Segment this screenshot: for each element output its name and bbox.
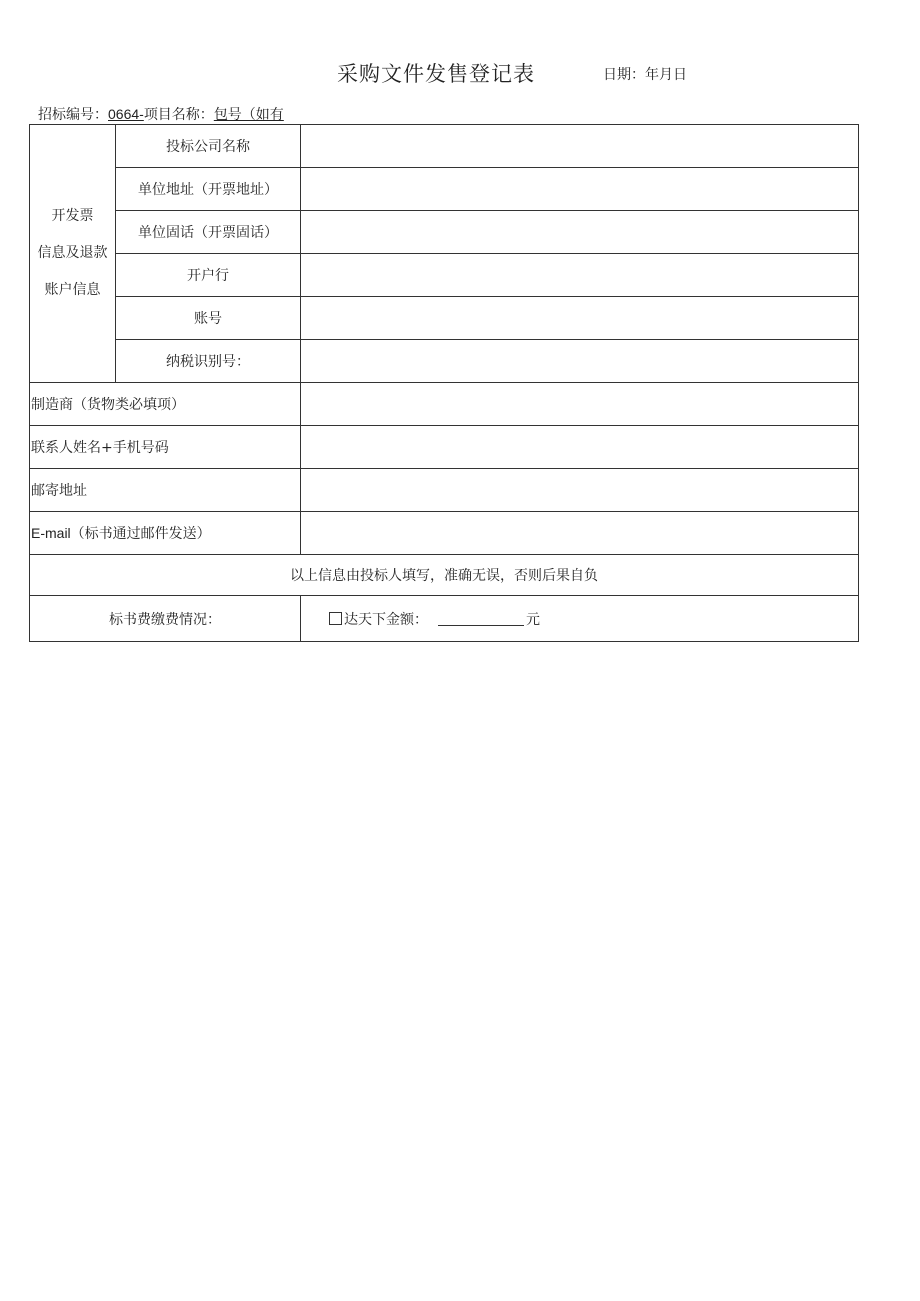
email-label: [30, 512, 301, 555]
unit-phone-field[interactable]: [301, 211, 859, 254]
bid-number-label: 招标编号：: [38, 107, 108, 123]
date-label: 日期：年月日: [603, 67, 687, 83]
unit-address-field[interactable]: [301, 168, 859, 211]
table-row: [30, 426, 859, 469]
table-row: [30, 297, 859, 340]
project-name-label: 项目名称：: [143, 107, 214, 123]
contact-field[interactable]: [301, 426, 859, 469]
unit-phone-label: 单位固话（开票固话）: [116, 211, 301, 254]
manufacturer-field[interactable]: [301, 383, 859, 426]
fee-option-label: 达天下金额：: [344, 611, 428, 628]
table-row: [30, 340, 859, 383]
table-row: [30, 254, 859, 297]
registration-table: [29, 124, 859, 642]
bank-label: 开户行: [116, 254, 301, 297]
mailing-address-field[interactable]: [301, 469, 859, 512]
account-number-field[interactable]: [301, 297, 859, 340]
fee-status-label: 标书费缴费情况：: [30, 596, 301, 642]
table-row: [30, 596, 859, 642]
mailing-address-label: 邮寄地址: [30, 469, 301, 512]
table-row: [30, 469, 859, 512]
invoice-refund-group-label: [30, 125, 116, 383]
fee-payment-cell: [301, 596, 859, 642]
contact-label: 联系人姓名+手机号码: [30, 426, 301, 469]
manufacturer-label: 制造商（货物类必填项）: [30, 383, 301, 426]
checkbox-icon[interactable]: [329, 612, 342, 625]
bid-meta-line: [38, 104, 284, 124]
company-name-label: 投标公司名称: [116, 125, 301, 168]
notice-text: 以上信息由投标人填写，准确无误，否则后果自负: [30, 555, 859, 596]
table-row: [30, 168, 859, 211]
table-row: [30, 125, 859, 168]
company-name-field[interactable]: [301, 125, 859, 168]
email-label-note: （标书通过邮件发送）: [70, 526, 211, 542]
email-label-latin: E-mail: [31, 525, 71, 541]
group-label-line: 开发票: [51, 208, 94, 224]
email-field[interactable]: [301, 512, 859, 555]
bid-number-value[interactable]: 0664-: [108, 106, 144, 122]
account-number-label: 账号: [116, 297, 301, 340]
amount-blank-field[interactable]: [438, 613, 524, 626]
unit-address-label: 单位地址（开票地址）: [116, 168, 301, 211]
tax-id-label: 纳税识别号：: [116, 340, 301, 383]
table-row: [30, 211, 859, 254]
table-row: [30, 555, 859, 596]
tax-id-field[interactable]: [301, 340, 859, 383]
table-row: [30, 383, 859, 426]
group-label-line: 信息及退款: [37, 245, 108, 261]
group-label-line: 账户信息: [44, 282, 101, 298]
currency-unit: 元: [526, 611, 540, 628]
table-row: [30, 512, 859, 555]
form-title: 采购文件发售登记表: [337, 62, 535, 86]
package-number-label[interactable]: 包号（如有: [213, 107, 284, 123]
bank-field[interactable]: [301, 254, 859, 297]
